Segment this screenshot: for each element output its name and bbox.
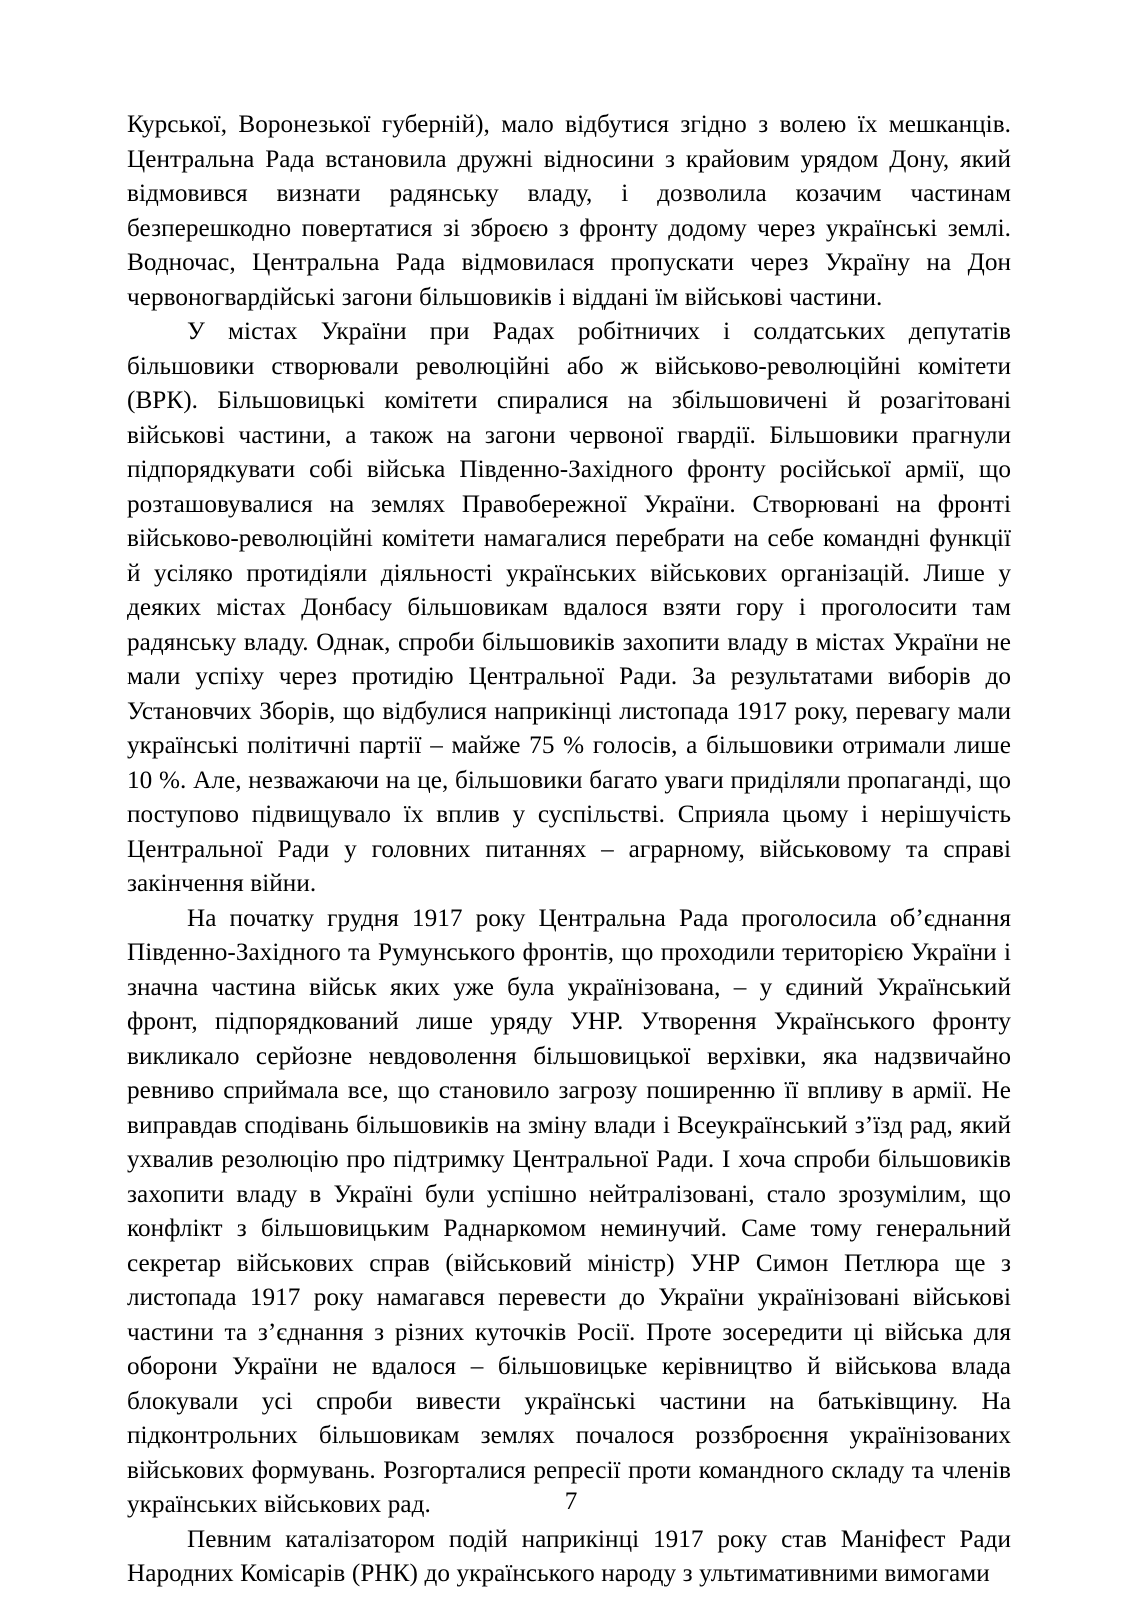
body-paragraph-1: Курської, Воронезької губерній), мало відбутися згідно з волею їх мешканців. Центральна Рада встановила дружні відносини з крайовим урядом Дону, який відмовився визнати радянську владу, і дозволила козачим частинам безперешкодно повертатися зі зброєю з фронту додому через українські землі. Водночас, Центральна Рада відмовилася пропускати через Україну на Дон червоногвардійські загони більшовиків і віддані їм військові частини. xyxy=(127,111,1011,311)
body-paragraph-3: На початку грудня 1917 року Центральна Рада проголосила об’єднання Південно-Західного та Румунського фронтів, що проходили територією України і значна частина військ яких уже була українізована, – у єдиний Український фронт, підпорядкований лише уряду УНР. Утворення Українського фронту викликало серйозне невдоволення більшовицької верхівки, яка надзвичайно ревниво сприймала все, що становило загрозу поширенню її впливу в армії. Не виправдав сподівань більшовиків на зміну влади і Всеукраїнський з’їзд рад, який ухвалив резолюцію про підтримку Центральної Ради. І хоча спроби більшовиків захопити владу в Україні були успішно нейтралізовані, стало зрозумілим, що конфлікт з більшовицьким Раднаркомом неминучий. Саме тому генеральний секретар військових справ (військовий міністр) УНР Симон Петлюра ще з листопада 1917 року намагався перевести до України українізовані військові частини та з’єднання з різних куточків Росії. Проте зосередити ці війська для оборони України не вдалося – більшовицьке керівництво й військова влада блокували усі спроби вивести українські частини на батьківщину. На підконтрольних більшовикам землях почалося роззброєння українізованих військових формувань. Розгорталися репресії проти командного складу та членів українських військових рад. xyxy=(127,904,1011,1518)
body-paragraph-2: У містах України при Радах робітничих і солдатських депутатів більшовики створювали революційні або ж військово-революційні комітети (ВРК). Більшовицькі комітети спиралися на збільшовичені й розагітовані військові частини, а також на загони червоної гвардії. Більшовики прагнули підпорядкувати собі війська Південно-Західного фронту російської армії, що розташовувалися на землях Правобережної України. Створювані на фронті військово-революційні комітети намагалися перебрати на себе командні функції й усіляко протидіяли діяльності українських військових організацій. Лише у деяких містах Донбасу більшовикам вдалося взяти гору і проголосити там радянську владу. Однак, спроби більшовиків захопити владу в містах України не мали успіху через протидію Центральної Ради. За результатами виборів до Установчих Зборів, що відбулися наприкінці листопада 1917 року, перевагу мали українські політичні партії – майже 75 % голосів, а більшовики отримали лише 10 %. Але, незважаючи на це, більшовики багато уваги приділяли пропаганді, що поступово підвищувало їх вплив у суспільстві. Сприяла цьому і нерішучість Центральної Ради у головних питаннях – аграрному, військовому та справі закінчення війни. xyxy=(127,318,1011,897)
body-paragraph-4: Певним каталізатором подій наприкінці 1917 року став Маніфест Ради Народних Комісарів (РНК) до українського народу з ультимативними вимогами xyxy=(127,1525,1011,1587)
page-number: 7 xyxy=(564,1488,578,1515)
text-column xyxy=(127,108,1011,1592)
